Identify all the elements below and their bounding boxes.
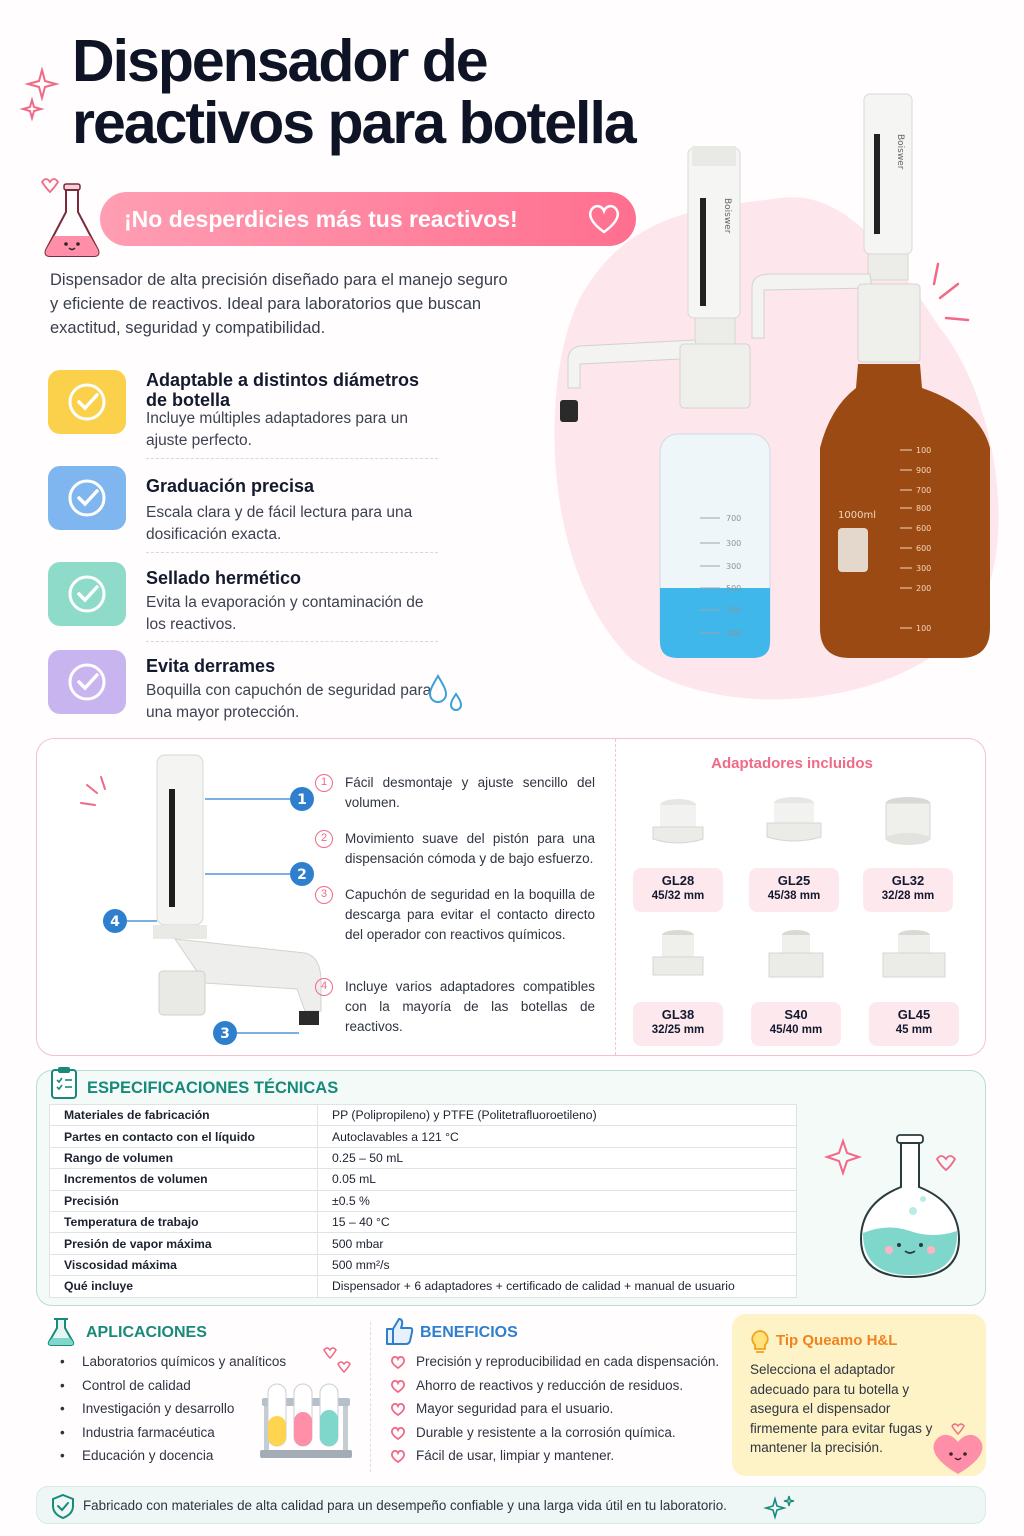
- flask-icon: [38, 176, 108, 262]
- table-row: Qué incluye Dispensador + 6 adaptadores + certificado de calidad + manual de usuario: [50, 1276, 797, 1297]
- table-row: Presión de vapor máxima 500 mbar: [50, 1233, 797, 1254]
- step-item: 3 Capuchón de seguridad en la boquilla de descarga para evitar el contacto directo del operador con reactivos químicos.: [315, 885, 595, 945]
- table-row: Precisión ±0.5 %: [50, 1190, 797, 1211]
- footer-text: Fabricado con materiales de alta calidad para un desempeño confiable y una larga vida útil en tu laboratorio.: [83, 1498, 727, 1513]
- svg-text:600: 600: [916, 544, 932, 553]
- svg-text:300: 300: [916, 564, 932, 573]
- feature-derrames: [48, 650, 448, 720]
- table-row: Incrementos de volumen 0.05 mL: [50, 1169, 797, 1190]
- list-item: Mayor seguridad para el usuario.: [390, 1397, 730, 1421]
- water-drop-icon: [428, 674, 468, 718]
- footer-banner: [36, 1486, 986, 1524]
- apps-title: APLICACIONES: [86, 1324, 207, 1341]
- svg-text:300: 300: [726, 562, 742, 571]
- feature-title: Adaptable a distintos diámetros de botella: [146, 370, 420, 410]
- lightbulb-icon: [748, 1328, 772, 1356]
- heart-icon: [390, 1449, 406, 1463]
- feature-desc: Incluye múltiples adaptadores para un ajuste perfecto.: [146, 410, 408, 449]
- divider: [146, 552, 438, 553]
- svg-text:100: 100: [916, 446, 932, 455]
- table-row: Partes en contacto con el líquido Autoclavables a 121 °C: [50, 1126, 797, 1147]
- page-title: Dispensador de reactivos para botella: [72, 28, 635, 156]
- divider: [146, 641, 438, 642]
- svg-text:500: 500: [726, 584, 742, 593]
- heart-icon: [390, 1426, 406, 1440]
- adapter-item: GL28 45/32 mm: [633, 793, 723, 912]
- svg-text:300: 300: [726, 539, 742, 548]
- tip-text: Selecciona el adaptador adecuado para tu botella y asegura el dispensador firmemente para evitar fugas y mantener la precisión.: [750, 1362, 933, 1456]
- specs-title: ESPECIFICACIONES TÉCNICAS: [87, 1079, 339, 1097]
- sparkle-icon: [20, 66, 60, 122]
- feature-graduacion: [48, 466, 448, 543]
- specs-table: [49, 1104, 797, 1298]
- divider: [370, 1322, 371, 1472]
- svg-text:200: 200: [916, 584, 932, 593]
- svg-text:800: 800: [916, 504, 932, 513]
- check-icon: [48, 562, 126, 626]
- round-flask-icon: [827, 1121, 977, 1291]
- specs-panel: [36, 1070, 986, 1306]
- adapter-item: S40 45/40 mm: [751, 927, 841, 1046]
- feature-desc: Boquilla con capuchón de seguridad para una mayor protección.: [146, 682, 432, 721]
- step-item: 1 Fácil desmontaje y ajuste sencillo del volumen.: [315, 773, 595, 813]
- shield-icon: [51, 1493, 75, 1519]
- table-row: Materiales de fabricación PP (Polipropileno) y PTFE (Politetrafluoroetileno): [50, 1105, 797, 1126]
- sparkle-icon: [763, 1493, 797, 1521]
- brand-text-1: Boiswer: [722, 198, 732, 234]
- svg-text:900: 900: [916, 466, 932, 475]
- check-icon: [48, 370, 126, 434]
- callout-number: 2: [297, 867, 307, 883]
- check-icon: [48, 466, 126, 530]
- flask-icon: [46, 1316, 76, 1348]
- svg-text:600: 600: [916, 524, 932, 533]
- tip-title: Tip Queamo H&L: [776, 1332, 898, 1349]
- list-item: • Investigación y desarrollo: [60, 1401, 235, 1417]
- adapter-item: GL38 32/25 mm: [633, 927, 723, 1046]
- feature-adaptable: [48, 370, 448, 449]
- list-item: Precisión y reproducibilidad en cada dispensación.: [390, 1350, 730, 1374]
- callout-number: 3: [220, 1026, 230, 1042]
- heart-icon: [928, 1418, 988, 1476]
- adapter-item: GL25 45/38 mm: [749, 793, 839, 912]
- list-item: Fácil de usar, limpiar y mantener.: [390, 1444, 730, 1468]
- divider: [615, 739, 616, 1055]
- slogan-text: ¡No desperdicies más tus reactivos!: [124, 205, 518, 232]
- callout-number: 1: [297, 792, 307, 808]
- table-row: Rango de volumen 0.25 – 50 mL: [50, 1147, 797, 1168]
- svg-text:200: 200: [726, 606, 742, 615]
- list-item: • Control de calidad: [60, 1377, 191, 1393]
- tip-box: [732, 1314, 986, 1476]
- svg-text:700: 700: [726, 514, 742, 523]
- benefits-list: [390, 1350, 730, 1468]
- product-image: [520, 88, 1000, 708]
- step-item: 4 Incluye varios adaptadores compatibles con la mayoría de las botellas de reactivos.: [315, 977, 595, 1037]
- adapter-item: GL45 45 mm: [869, 927, 959, 1046]
- heart-icon: [390, 1379, 406, 1393]
- heart-icon: [390, 1355, 406, 1369]
- bottle-volume-label: 1000ml: [838, 510, 876, 521]
- benefits-title: BENEFICIOS: [420, 1324, 518, 1341]
- thumbs-up-icon: [384, 1316, 414, 1346]
- feature-sellado: [48, 562, 448, 632]
- list-item: • Laboratorios químicos y analíticos: [60, 1354, 287, 1369]
- callout-number: 4: [110, 914, 120, 930]
- list-item: Durable y resistente a la corrosión química.: [390, 1421, 730, 1445]
- feature-title: Evita derrames: [146, 656, 276, 676]
- step-item: 2 Movimiento suave del pistón para una dispensación cómoda y de bajo esfuerzo.: [315, 829, 595, 869]
- svg-text:100: 100: [726, 629, 742, 638]
- test-tubes-icon: [256, 1340, 356, 1464]
- feature-title: Graduación precisa: [146, 476, 315, 496]
- feature-title: Sellado hermético: [146, 568, 302, 588]
- adapter-item: GL32 32/28 mm: [863, 793, 953, 912]
- divider: [146, 458, 438, 459]
- svg-text:700: 700: [916, 486, 932, 495]
- feature-desc: Evita la evaporación y contaminación de los reactivos.: [146, 594, 424, 633]
- intro-text: Dispensador de alta precisión diseñado para el manejo seguro y eficiente de reactivos. Ideal para laboratorios que buscan exactitud, seguridad y compatibilidad.: [50, 271, 508, 337]
- brand-text-2: Boiswer: [895, 134, 905, 170]
- feature-desc: Escala clara y de fácil lectura para una dosificación exacta.: [146, 504, 413, 543]
- heart-icon: [390, 1402, 406, 1416]
- details-panel: [36, 738, 986, 1056]
- clipboard-icon: [49, 1065, 79, 1101]
- list-item: • Educación y docencia: [60, 1448, 214, 1464]
- table-row: Viscosidad máxima 500 mm²/s: [50, 1254, 797, 1275]
- list-item: Ahorro de reactivos y reducción de residuos.: [390, 1374, 730, 1398]
- dispenser-diagram: [65, 749, 305, 1049]
- table-row: Temperatura de trabajo 15 – 40 °C: [50, 1211, 797, 1232]
- adapters-title: Adaptadores incluidos: [711, 755, 873, 772]
- check-icon: [48, 650, 126, 714]
- svg-text:100: 100: [916, 624, 932, 633]
- list-item: • Industria farmacéutica: [60, 1424, 215, 1440]
